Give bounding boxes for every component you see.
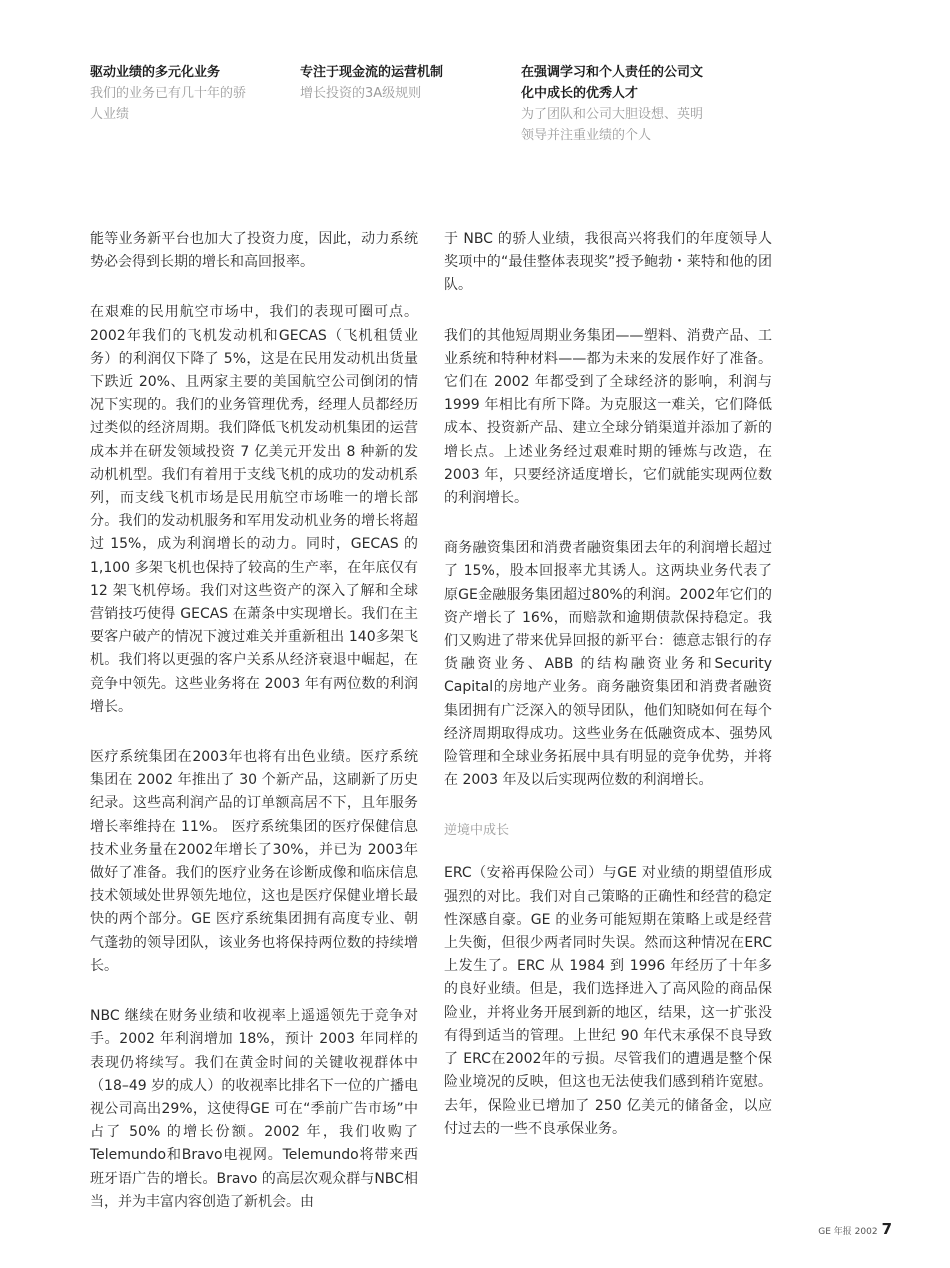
highlight-1-title: 驱动业绩的多元化业务 (90, 65, 221, 80)
paragraph: 商务融资集团和消费者融资集团去年的利润增长超过了 15%，股本回报率尤其诱人。这两块业务代表了原GE金融服务集团超过80%的利润。2002年它们的资产增长了 16%，而赔款和逾期债款保持稳定。我们又购进了带来优异回报的新平台：德意志银行的存货融资业务、ABB 的结构融资业务和Security Capital的房地产业务。商务融资集团和消费者融资集团拥有广泛深入的领导团队，他们知晓如何在每个经济周期取得成功。这些业务在低融资成本、强势风险管理和全球业务拓展中具有明显的竞争优势，并将在 2003 年及以后实现两位数的利润增长。 (444, 540, 772, 789)
right-column (444, 228, 772, 1168)
paragraph: 在艰难的民用航空市场中，我们的表现可圈可点。2002年我们的飞机发动机和GECAS（飞机租赁业务）的利润仅下降了 5%，这是在民用发动机出货量下跌近 20%、且两家主要的美国航空公司倒闭的情况下实现的。我们的业务管理优秀，经理人员都经历过类似的经济周期。我们降低飞机发动机集团的运营成本并在研发领域投资 7 亿美元开发出 8 种新的发动机机型。我们有着用于支线飞机的成功的发动机系列，而支线飞机市场是民用航空市场唯一的增长部分。我们的发动机服务和军用发动机业务的增长将超过 15%，成为利润增长的动力。同时，GECAS 的 1,100 多架飞机也保持了较高的生产率，在年底仅有 12 架飞机停场。我们对这些资产的深入了解和全球营销技巧使得 GECAS 在萧条中实现增长。我们在主要客户破产的情况下渡过难关并重新租出 140多架飞机。我们将以更强的客户关系从经济衰退中崛起，在竞争中领先。这些业务将在 2003 年有两位数的利润增长。 (90, 304, 418, 715)
paragraph: 于 NBC 的骄人业绩，我很高兴将我们的年度领导人奖项中的“最佳整体表现奖”授予鲍勃・莱特和他的团队。 (444, 231, 772, 294)
paragraph: 我们的其他短周期业务集团——塑料、消费产品、工业系统和特种材料——都为未来的发展作好了准备。它们在 2002 年都受到了全球经济的影响，利润与 1999 年相比有所下降。为克服这一难关，它们降低成本、投资新产品、建立全球分销渠道并添加了新的增长点。上述业务经过艰难时期的锤炼与改造，在 2003 年，只要经济适度增长，它们就能实现两位数的利润增长。 (444, 327, 772, 507)
highlight-3-title: 在强调学习和个人责任的公司文化中成长的优秀人才 (521, 65, 704, 101)
highlight-1-subtitle: 我们的业务已有几十年的骄人业绩 (90, 86, 247, 122)
highlight-1 (90, 62, 250, 125)
highlight-2-title: 专注于现金流的运营机制 (300, 65, 444, 80)
section-heading: 逆境中成长 (444, 823, 510, 839)
highlight-2-subtitle: 增长投资的3A级规则 (300, 86, 422, 101)
paragraph: NBC 继续在财务业绩和收视率上遥遥领先于竞争对手。2002 年利润增加 18%，预计 2003 年同样的表现仍将续写。我们在黄金时间的关键收视群体中（18–49 岁的成人）的收视率比排名下一位的广播电视公司高出29%，这使得GE 可在“季前广告市场”中占了 50% 的增长份额。2002 年，我们收购了Telemundo和Bravo电视网。Telemundo将带来西班牙语广告的增长。Bravo 的高层次观众群与NBC相当，并为丰富内容创造了新机会。由 (90, 1008, 418, 1210)
highlight-2 (300, 62, 480, 104)
paragraph: 医疗系统集团在2003年也将有出色业绩。医疗系统集团在 2002 年推出了 30 个新产品，这刷新了历史纪录。这些高利润产品的订单额高居不下，且年服务增长率维持在 11%。 医疗系统集团的医疗保健信息技术业务量在2002年增长了30%，并已为 2003年做好了准备。我们的医疗业务在诊断成像和临床信息技术领域处世界领先地位，这也是医疗保健业增长最快的两个部分。GE 医疗系统集团拥有高度专业、朝气蓬勃的领导团队，该业务也将保持两位数的持续增长。 (90, 749, 418, 974)
paragraph: ERC（安裕再保险公司）与GE 对业绩的期望值形成强烈的对比。我们对自己策略的正确性和经营的稳定性深感自豪。GE 的业务可能短期在策略上或是经营上失衡，但很少两者同时失误。然而这种情况在ERC 上发生了。ERC 从 1984 到 1996 年经历了十年多的良好业绩。但是，我们选择进入了高风险的商品保险业，并将业务开展到新的地区，结果，这一扩张没有得到适当的管理。上世纪 90 年代末承保不良导致了 ERC在2002年的亏损。尽管我们的遭遇是整个保险业境况的反映，但这也无法使我们感到稍许宽慰。去年，保险业已增加了 250 亿美元的储备金，以应付过去的一些不良承保业务。 (444, 865, 772, 1137)
highlight-3 (521, 62, 711, 146)
page-number: 7 (881, 1220, 892, 1238)
paragraph: 能等业务新平台也加大了投资力度，因此，动力系统势必会得到长期的增长和高回报率。 (90, 231, 418, 271)
report-label: GE 年报 2002 (818, 1227, 878, 1237)
left-column (90, 228, 418, 1241)
page-footer (818, 1220, 892, 1238)
highlight-3-subtitle: 为了团队和公司大胆设想、英明领导并注重业绩的个人 (521, 107, 704, 143)
